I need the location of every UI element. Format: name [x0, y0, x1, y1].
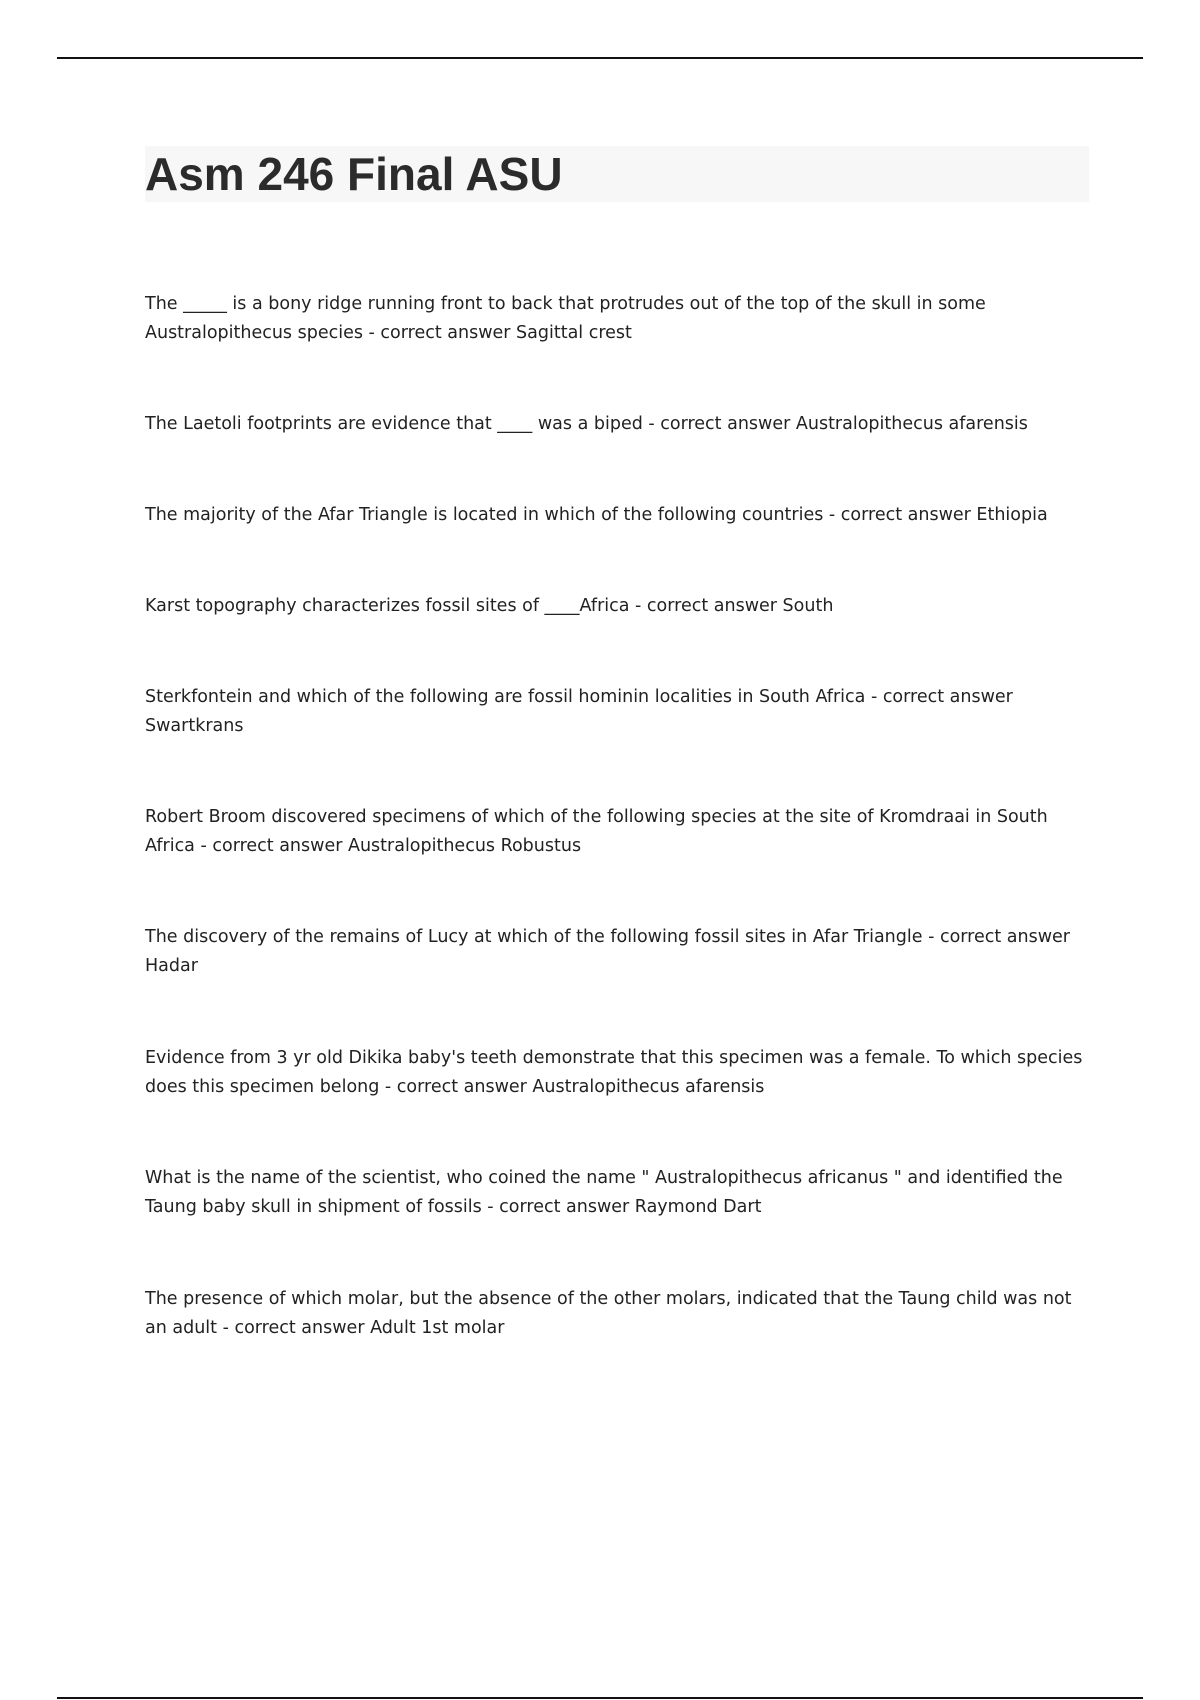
question-text: Sterkfontein and which of the following are fossil hominin localities in South Africa — [145, 687, 866, 707]
answer-separator: - correct answer — [823, 505, 977, 525]
qa-item — [145, 923, 1090, 981]
qa-item — [145, 803, 1090, 861]
answer-text: Australopithecus afarensis — [795, 414, 1028, 434]
question-text: The _____ is a bony ridge running front to back that protrudes out of the top of the skull in some Australopithecus species — [145, 294, 986, 343]
question-text: What is the name of the scientist, who coined the name " Australopithecus africanus " and identified the Taung baby skull in shipment of fossils — [145, 1168, 1063, 1217]
question-text: Evidence from 3 yr old Dikika baby's teeth demonstrate that this specimen was a female. To which species does this specimen belong — [145, 1048, 1083, 1097]
question-text: The discovery of the remains of Lucy at which of the following fossil sites in Afar Triangle — [145, 927, 923, 947]
qa-item — [145, 592, 1090, 621]
question-text: Karst topography characterizes fossil sites of ____Africa — [145, 596, 630, 616]
answer-text: Australopithecus afarensis — [532, 1077, 765, 1097]
answer-separator: - correct answer — [481, 1197, 635, 1217]
answer-text: Hadar — [145, 956, 198, 976]
answer-separator: - correct answer — [217, 1318, 371, 1338]
top-rule — [57, 57, 1143, 59]
answer-separator: - correct answer — [629, 596, 783, 616]
question-text: Robert Broom discovered specimens of which of the following species at the site of Kromdraai in South Africa — [145, 807, 1048, 856]
answer-text: Adult 1st molar — [370, 1318, 505, 1338]
answer-text: Ethiopia — [976, 505, 1048, 525]
answer-text: Swartkrans — [145, 716, 244, 736]
bottom-rule — [57, 1697, 1143, 1699]
answer-text: Australopithecus Robustus — [347, 836, 582, 856]
qa-item — [145, 1044, 1090, 1102]
qa-item — [145, 501, 1090, 530]
answer-separator: - correct answer — [642, 414, 796, 434]
question-text: The majority of the Afar Triangle is located in which of the following countries — [145, 505, 824, 525]
question-text: The Laetoli footprints are evidence that ____ was a biped — [145, 414, 643, 434]
answer-text: Raymond Dart — [634, 1197, 762, 1217]
document-title: Asm 246 Final ASU — [145, 148, 563, 200]
answer-separator: - correct answer — [194, 836, 348, 856]
answer-separator: - correct answer — [865, 687, 1013, 707]
answer-text: South — [782, 596, 834, 616]
qa-item — [145, 683, 1090, 741]
answer-separator: - correct answer — [362, 323, 517, 343]
qa-item — [145, 410, 1090, 439]
qa-item — [145, 290, 1090, 348]
qa-item — [145, 1164, 1090, 1222]
answer-separator: - correct answer — [379, 1077, 533, 1097]
answer-text: Sagittal crest — [516, 323, 632, 343]
qa-item — [145, 1285, 1090, 1343]
answer-separator: - correct answer — [922, 927, 1071, 947]
question-text: The presence of which molar, but the absence of the other molars, indicated that the Taung child was not an adult — [145, 1289, 1072, 1338]
